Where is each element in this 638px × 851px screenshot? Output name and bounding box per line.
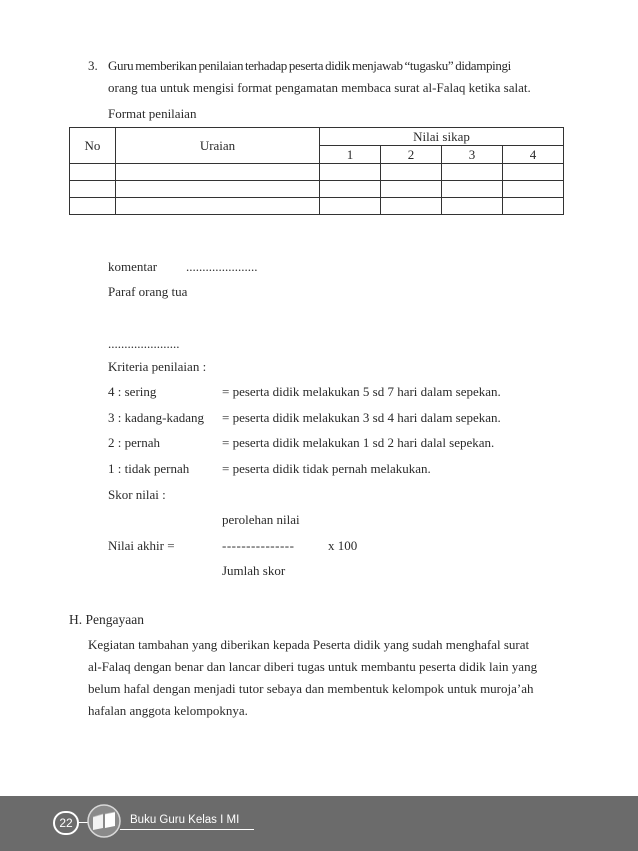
- header-nilai-sikap: Nilai sikap: [320, 128, 564, 146]
- formula-fraction-line: ---------------: [222, 538, 295, 553]
- footer-underline: [120, 829, 254, 830]
- page-number: 22: [53, 811, 79, 835]
- score-header-2: 2: [381, 146, 442, 164]
- pengayaan-paragraph: [88, 634, 564, 722]
- item-number: 3.: [88, 58, 98, 73]
- kriteria-key: 4 : sering: [108, 384, 157, 399]
- kriteria-desc: = peserta didik melakukan 3 sd 4 hari dalam sepekan.: [222, 410, 501, 425]
- formula-multiplier: x 100: [328, 538, 358, 553]
- kriteria-key: 3 : kadang-kadang: [108, 410, 205, 425]
- format-label: Format penilaian: [108, 106, 197, 121]
- score-header-3: 3: [442, 146, 503, 164]
- nilai-akhir-label: Nilai akhir =: [108, 538, 175, 553]
- signature-field: ......................: [108, 336, 180, 351]
- score-header-4: 4: [503, 146, 564, 164]
- paragraph-line: al-Falaq dengan benar dan lancar diberi tugas untuk membantu peserta didik lain yang: [88, 659, 538, 674]
- item-text-line-2: orang tua untuk mengisi format pengamatan membaca surat al-Falaq ketika salat.: [108, 80, 531, 95]
- kriteria-desc: = peserta didik tidak pernah melakukan.: [222, 461, 431, 476]
- paragraph-line: belum hafal dengan menjadi tutor sebaya dan membentuk kelompok untuk muroja’ah: [88, 681, 534, 696]
- komentar-field: ......................: [186, 259, 258, 274]
- table-row: [70, 181, 564, 198]
- header-no: No: [70, 128, 116, 164]
- skor-label: Skor nilai :: [108, 487, 166, 502]
- item-text-line-1: Guru memberikan penilaian terhadap peserta didik menjawab “tugasku” didampingi: [108, 58, 511, 73]
- book-logo-icon: [86, 803, 122, 839]
- score-header-1: 1: [320, 146, 381, 164]
- table-row: [70, 164, 564, 181]
- assessment-table: [69, 127, 564, 215]
- kriteria-title: Kriteria penilaian :: [108, 359, 207, 374]
- formula-denominator: Jumlah skor: [222, 563, 286, 578]
- paragraph-line: Kegiatan tambahan yang diberikan kepada Peserta didik yang sudah menghafal surat: [88, 637, 530, 652]
- kriteria-desc: = peserta didik melakukan 1 sd 2 hari dalal sepekan.: [222, 435, 495, 450]
- book-title: Buku Guru Kelas I MI: [130, 814, 240, 826]
- kriteria-key: 1 : tidak pernah: [108, 461, 190, 476]
- paragraph-line: hafalan anggota kelompoknya.: [88, 703, 248, 718]
- komentar-label: komentar: [108, 259, 158, 274]
- paraf-label: Paraf orang tua: [108, 284, 188, 299]
- table-row: [70, 198, 564, 215]
- header-uraian: Uraian: [116, 128, 320, 164]
- kriteria-key: 2 : pernah: [108, 435, 160, 450]
- formula-numerator: perolehan nilai: [222, 512, 300, 527]
- section-heading: H. Pengayaan: [69, 612, 144, 627]
- kriteria-desc: = peserta didik melakukan 5 sd 7 hari dalam sepekan.: [222, 384, 501, 399]
